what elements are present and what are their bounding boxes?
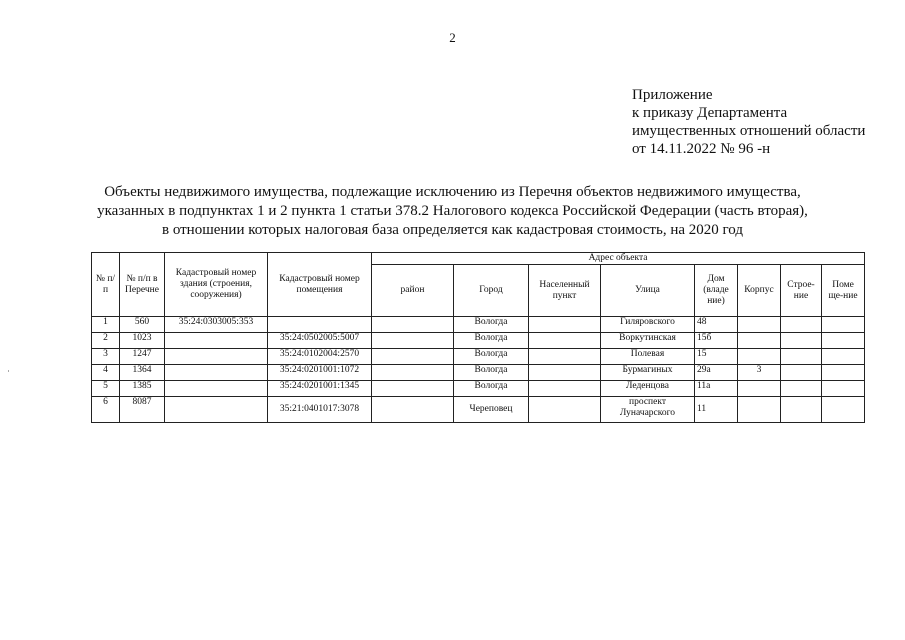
cell-premise-cadastral: 35:24:0502005:5007 — [268, 333, 372, 349]
cell-city: Вологда — [454, 365, 529, 381]
cell-premise — [822, 349, 865, 365]
cell-structure — [781, 333, 822, 349]
cell-city: Вологда — [454, 333, 529, 349]
table-row — [92, 365, 865, 381]
cell-street: Полевая — [601, 349, 695, 365]
scan-mark — [8, 370, 9, 372]
cell-premise-cadastral: 35:24:0102004:2570 — [268, 349, 372, 365]
cell-list-num: 1023 — [120, 333, 165, 349]
table-row — [92, 317, 865, 333]
cell-structure — [781, 365, 822, 381]
cell-list-num: 560 — [120, 317, 165, 333]
cell-list-num: 8087 — [120, 397, 165, 423]
cell-num: 3 — [92, 349, 120, 365]
header-district: район — [372, 265, 454, 317]
cell-locality — [529, 349, 601, 365]
header-korpus: Корпус — [738, 265, 781, 317]
table-row — [92, 381, 865, 397]
cell-building-cadastral — [165, 381, 268, 397]
cell-korpus — [738, 349, 781, 365]
cell-locality — [529, 333, 601, 349]
cell-num: 1 — [92, 317, 120, 333]
cell-house: 15б — [695, 333, 738, 349]
cell-district — [372, 317, 454, 333]
table-row — [92, 333, 865, 349]
cell-building-cadastral: 35:24:0303005:353 — [165, 317, 268, 333]
table-row — [92, 397, 865, 423]
cell-house: 11а — [695, 381, 738, 397]
document-title — [0, 183, 905, 240]
cell-num: 6 — [92, 397, 120, 423]
cell-house: 15 — [695, 349, 738, 365]
cell-premise — [822, 397, 865, 423]
appendix-block — [632, 86, 865, 158]
cell-district — [372, 381, 454, 397]
header-building-cadastral: Кадастровый номер здания (строения, сооружения) — [165, 253, 268, 317]
cell-street: проспект Луначарского — [601, 397, 695, 423]
property-table — [91, 252, 865, 423]
cell-structure — [781, 317, 822, 333]
cell-district — [372, 349, 454, 365]
appendix-line: к приказу Департамента — [632, 105, 788, 121]
cell-building-cadastral — [165, 365, 268, 381]
cell-building-cadastral — [165, 333, 268, 349]
cell-structure — [781, 381, 822, 397]
header-locality: Населенный пункт — [529, 265, 601, 317]
cell-locality — [529, 397, 601, 423]
cell-street: Леденцова — [601, 381, 695, 397]
cell-locality — [529, 317, 601, 333]
cell-korpus — [738, 381, 781, 397]
cell-house: 11 — [695, 397, 738, 423]
cell-structure — [781, 349, 822, 365]
cell-num: 4 — [92, 365, 120, 381]
cell-city: Череповец — [454, 397, 529, 423]
cell-street: Бурмагиных — [601, 365, 695, 381]
header-street: Улица — [601, 265, 695, 317]
cell-locality — [529, 365, 601, 381]
cell-house: 29а — [695, 365, 738, 381]
cell-building-cadastral — [165, 349, 268, 365]
page-number: 2 — [449, 30, 456, 45]
title-line: указанных в подпунктах 1 и 2 пункта 1 статьи 378.2 Налогового кодекса Российской Федерации (часть вторая), — [97, 203, 808, 219]
cell-premise — [822, 333, 865, 349]
table-row — [92, 349, 865, 365]
appendix-line: от 14.11.2022 № 96 -н — [632, 141, 771, 157]
cell-korpus — [738, 333, 781, 349]
header-address-group: Адрес объекта — [372, 253, 865, 265]
cell-house: 48 — [695, 317, 738, 333]
cell-premise-cadastral — [268, 317, 372, 333]
cell-premise — [822, 365, 865, 381]
cell-korpus — [738, 317, 781, 333]
cell-premise — [822, 317, 865, 333]
cell-street: Воркутинская — [601, 333, 695, 349]
cell-city: Вологда — [454, 317, 529, 333]
cell-district — [372, 365, 454, 381]
cell-premise-cadastral: 35:21:0401017:3078 — [268, 397, 372, 423]
cell-list-num: 1247 — [120, 349, 165, 365]
cell-premise-cadastral: 35:24:0201001:1072 — [268, 365, 372, 381]
header-structure: Строе-ние — [781, 265, 822, 317]
cell-structure — [781, 397, 822, 423]
cell-list-num: 1364 — [120, 365, 165, 381]
cell-street: Гиляровского — [601, 317, 695, 333]
cell-premise — [822, 381, 865, 397]
appendix-line: имущественных отношений области — [632, 123, 866, 139]
header-list-num: № п/п в Перечне — [120, 253, 165, 317]
cell-list-num: 1385 — [120, 381, 165, 397]
header-city: Город — [454, 265, 529, 317]
cell-locality — [529, 381, 601, 397]
cell-district — [372, 397, 454, 423]
title-line: в отношении которых налоговая база определяется как кадастровая стоимость, на 2020 год — [161, 222, 743, 238]
header-house: Дом (владе ние) — [695, 265, 738, 317]
cell-city: Вологда — [454, 349, 529, 365]
cell-district — [372, 333, 454, 349]
title-line: Объекты недвижимого имущества, подлежащие исключению из Перечня объектов недвижимого имущества, — [104, 184, 801, 200]
cell-city: Вологда — [454, 381, 529, 397]
table-header — [92, 253, 865, 317]
cell-premise-cadastral: 35:24:0201001:1345 — [268, 381, 372, 397]
cell-korpus — [738, 397, 781, 423]
header-premise-cadastral: Кадастровый номер помещения — [268, 253, 372, 317]
cell-korpus: 3 — [738, 365, 781, 381]
header-premise: Поме ще-ние — [822, 265, 865, 317]
header-num: № п/п — [92, 253, 120, 317]
cell-building-cadastral — [165, 397, 268, 423]
cell-num: 5 — [92, 381, 120, 397]
appendix-line: Приложение — [632, 87, 713, 103]
cell-num: 2 — [92, 333, 120, 349]
